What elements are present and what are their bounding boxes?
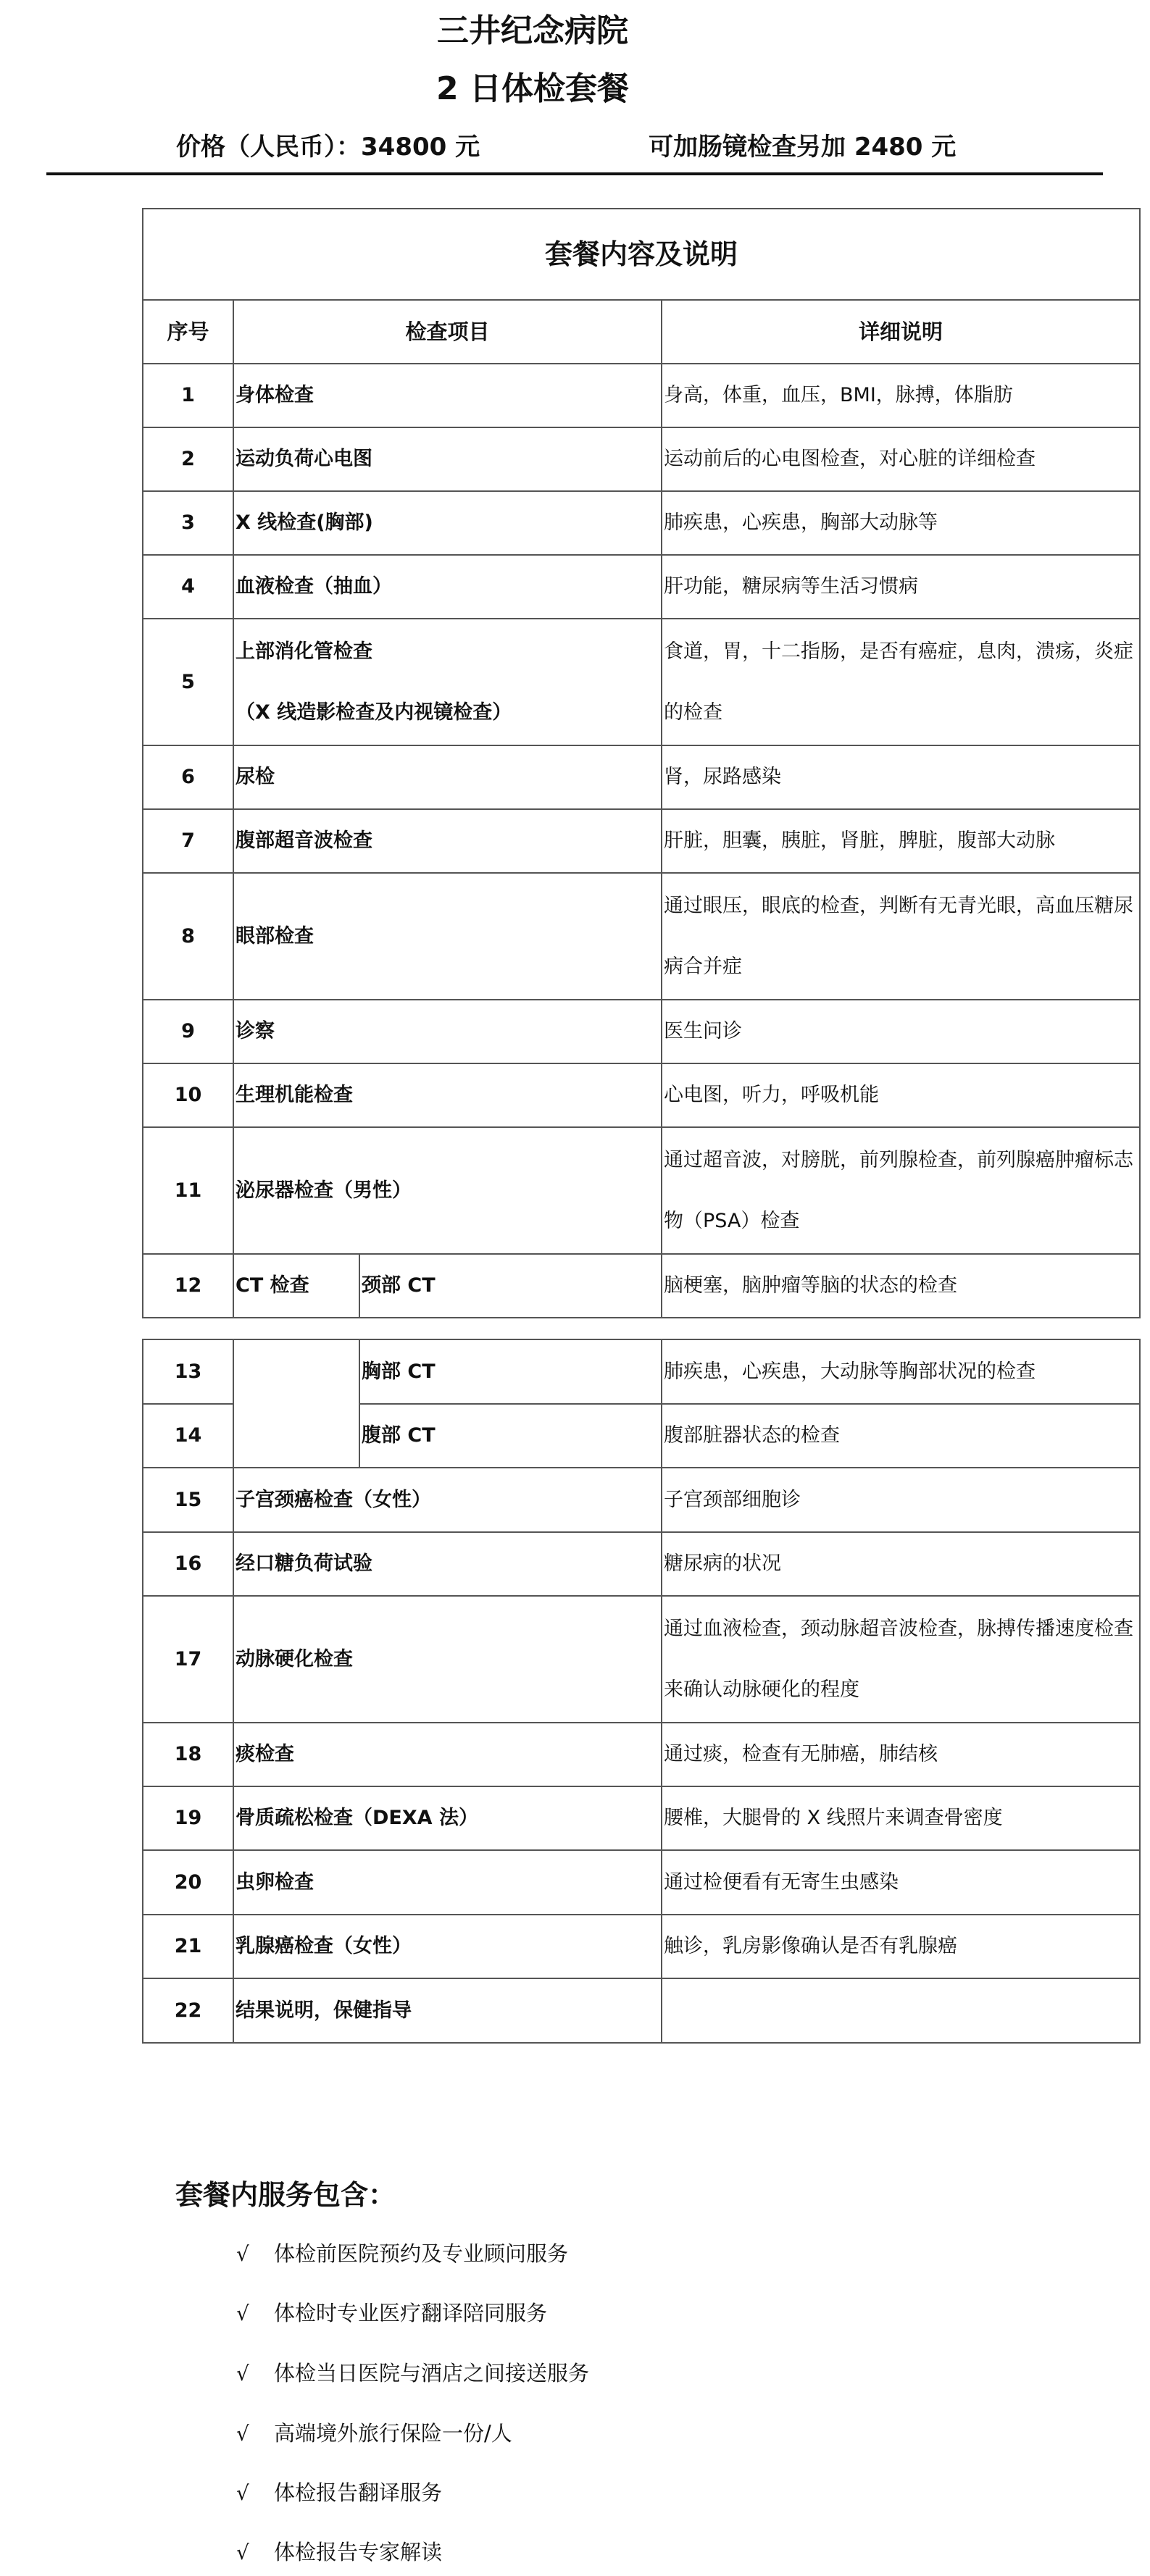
service-text: 体检报告翻译服务 xyxy=(274,2480,443,2505)
row-detail: 腰椎，大腿骨的 X 线照片来调查骨密度 xyxy=(662,1786,1140,1850)
table-title: 套餐内容及说明 xyxy=(143,209,1140,300)
row-item: 运动负荷心电图 xyxy=(233,427,662,491)
row-sub-item: 腹部 CT xyxy=(359,1404,662,1468)
row-no: 4 xyxy=(143,555,233,619)
package-table-part-2 xyxy=(142,1339,1141,2044)
service-item xyxy=(236,2417,512,2451)
table-row xyxy=(143,491,1140,555)
header-divider xyxy=(46,172,1103,175)
service-text: 体检时专业医疗翻译陪同服务 xyxy=(274,2301,548,2325)
services-title: 套餐内服务包含： xyxy=(175,2179,396,2211)
row-item: 动脉硬化检查 xyxy=(233,1596,662,1723)
table-row xyxy=(143,1000,1140,1063)
row-item: 痰检查 xyxy=(233,1723,662,1786)
package-table-part-1 xyxy=(142,208,1141,1318)
table-row xyxy=(143,1786,1140,1850)
colonoscopy-addon-label: 可加肠镜检查另加 2480 元 xyxy=(649,133,957,162)
row-no: 10 xyxy=(143,1063,233,1127)
row-detail: 运动前后的心电图检查，对心脏的详细检查 xyxy=(662,427,1140,491)
row-item: 结果说明，保健指导 xyxy=(233,1978,662,2043)
row-detail: 肝脏，胆囊，胰脏，肾脏，脾脏，腹部大动脉 xyxy=(662,809,1140,873)
row-detail: 通过检便看有无寄生虫感染 xyxy=(662,1850,1140,1915)
service-item xyxy=(236,2476,442,2510)
price-label: 价格（人民币）：34800 元 xyxy=(176,133,480,162)
service-text: 体检报告专家解读 xyxy=(274,2540,443,2564)
row-no: 19 xyxy=(143,1786,233,1850)
row-no: 7 xyxy=(143,809,233,873)
service-item xyxy=(236,2296,547,2330)
row-no: 5 xyxy=(143,619,233,745)
column-header-no: 序号 xyxy=(143,300,233,364)
row-no: 1 xyxy=(143,364,233,427)
check-icon: √ xyxy=(236,2301,249,2325)
row-detail: 子宫颈部细胞诊 xyxy=(662,1468,1140,1532)
row-item: 生理机能检查 xyxy=(233,1063,662,1127)
check-icon: √ xyxy=(236,2242,249,2266)
row-no: 8 xyxy=(143,873,233,1000)
row-sub-item: 胸部 CT xyxy=(359,1339,662,1404)
row-item: 腹部超音波检查 xyxy=(233,809,662,873)
row-detail: 肾，尿路感染 xyxy=(662,745,1140,809)
row-item: 虫卵检查 xyxy=(233,1850,662,1915)
table-row xyxy=(143,1596,1140,1723)
check-icon: √ xyxy=(236,2422,249,2446)
row-item: 尿检 xyxy=(233,745,662,809)
row-detail: 食道，胃，十二指肠，是否有癌症，息肉，溃疡，炎症的检查 xyxy=(662,619,1140,745)
table-row xyxy=(143,873,1140,1000)
service-text: 体检前医院预约及专业顾问服务 xyxy=(274,2241,569,2266)
row-detail: 通过血液检查，颈动脉超音波检查，脉搏传播速度检查来确认动脉硬化的程度 xyxy=(662,1596,1140,1723)
row-no: 22 xyxy=(143,1978,233,2043)
table-row xyxy=(143,1850,1140,1915)
row-item: 身体检查 xyxy=(233,364,662,427)
row-no: 6 xyxy=(143,745,233,809)
service-text: 高端境外旅行保险一份/人 xyxy=(274,2421,512,2446)
table-row xyxy=(143,1254,1140,1318)
table-row xyxy=(143,1063,1140,1127)
table-row xyxy=(143,1915,1140,1978)
table-row xyxy=(143,809,1140,873)
table-row xyxy=(143,1723,1140,1786)
table-row xyxy=(143,555,1140,619)
row-detail: 肺疾患，心疾患，大动脉等胸部状况的检查 xyxy=(662,1339,1140,1404)
column-header-item: 检查项目 xyxy=(233,300,662,364)
row-item-line-2: （X 线造影检查及内视镜检查） xyxy=(236,701,512,724)
row-detail xyxy=(662,1978,1140,2043)
row-item-ct: CT 检查 xyxy=(233,1254,359,1318)
row-no: 15 xyxy=(143,1468,233,1532)
table-row xyxy=(143,1468,1140,1532)
row-detail: 腹部脏器状态的检查 xyxy=(662,1404,1140,1468)
row-item xyxy=(233,619,662,745)
check-icon: √ xyxy=(236,2362,249,2385)
column-header-detail: 详细说明 xyxy=(662,300,1140,364)
row-no: 21 xyxy=(143,1915,233,1978)
row-item: 诊察 xyxy=(233,1000,662,1063)
row-no: 16 xyxy=(143,1532,233,1596)
row-item: 骨质疏松检查（DEXA 法） xyxy=(233,1786,662,1850)
row-detail: 医生问诊 xyxy=(662,1000,1140,1063)
check-icon: √ xyxy=(236,2481,249,2505)
row-no: 17 xyxy=(143,1596,233,1723)
table-row xyxy=(143,1532,1140,1596)
hospital-name: 三井纪念病院 xyxy=(437,12,628,49)
table-row xyxy=(143,619,1140,745)
row-detail: 心电图，听力，呼吸机能 xyxy=(662,1063,1140,1127)
row-detail: 糖尿病的状况 xyxy=(662,1532,1140,1596)
service-item xyxy=(236,2357,589,2391)
row-sub-item: 颈部 CT xyxy=(359,1254,662,1318)
row-item: 乳腺癌检查（女性） xyxy=(233,1915,662,1978)
row-detail: 肝功能，糖尿病等生活习惯病 xyxy=(662,555,1140,619)
row-item: 眼部检查 xyxy=(233,873,662,1000)
table-row xyxy=(143,1127,1140,1254)
row-no: 18 xyxy=(143,1723,233,1786)
service-item xyxy=(236,2237,568,2271)
row-item: 泌尿器检查（男性） xyxy=(233,1127,662,1254)
row-detail: 脑梗塞，脑肿瘤等脑的状态的检查 xyxy=(662,1254,1140,1318)
row-detail: 肺疾患，心疾患，胸部大动脉等 xyxy=(662,491,1140,555)
table-row xyxy=(143,364,1140,427)
table-row xyxy=(143,1339,1140,1404)
row-no: 12 xyxy=(143,1254,233,1318)
row-item-line-1: 上部消化管检查 xyxy=(236,640,372,663)
row-detail: 身高，体重，血压，BMI，脉搏，体脂肪 xyxy=(662,364,1140,427)
row-no: 2 xyxy=(143,427,233,491)
row-detail: 通过超音波，对膀胱，前列腺检查，前列腺癌肿瘤标志物（PSA）检查 xyxy=(662,1127,1140,1254)
row-no: 11 xyxy=(143,1127,233,1254)
ct-merged-cell xyxy=(233,1339,359,1468)
package-title: 2 日体检套餐 xyxy=(436,70,629,107)
row-no: 3 xyxy=(143,491,233,555)
row-no: 13 xyxy=(143,1339,233,1404)
row-detail: 触诊，乳房影像确认是否有乳腺癌 xyxy=(662,1915,1140,1978)
table-row xyxy=(143,1978,1140,2043)
table-row xyxy=(143,427,1140,491)
check-icon: √ xyxy=(236,2541,249,2564)
row-item: 子宫颈癌检查（女性） xyxy=(233,1468,662,1532)
row-item: X 线检查(胸部) xyxy=(233,491,662,555)
row-no: 20 xyxy=(143,1850,233,1915)
row-item: 经口糖负荷试验 xyxy=(233,1532,662,1596)
service-item xyxy=(236,2535,442,2569)
row-detail: 通过眼压，眼底的检查，判断有无青光眼，高血压糖尿病合并症 xyxy=(662,873,1140,1000)
row-no: 14 xyxy=(143,1404,233,1468)
row-no: 9 xyxy=(143,1000,233,1063)
row-item: 血液检查（抽血） xyxy=(233,555,662,619)
service-text: 体检当日医院与酒店之间接送服务 xyxy=(274,2361,590,2385)
row-detail: 通过痰，检查有无肺癌，肺结核 xyxy=(662,1723,1140,1786)
table-row xyxy=(143,745,1140,809)
